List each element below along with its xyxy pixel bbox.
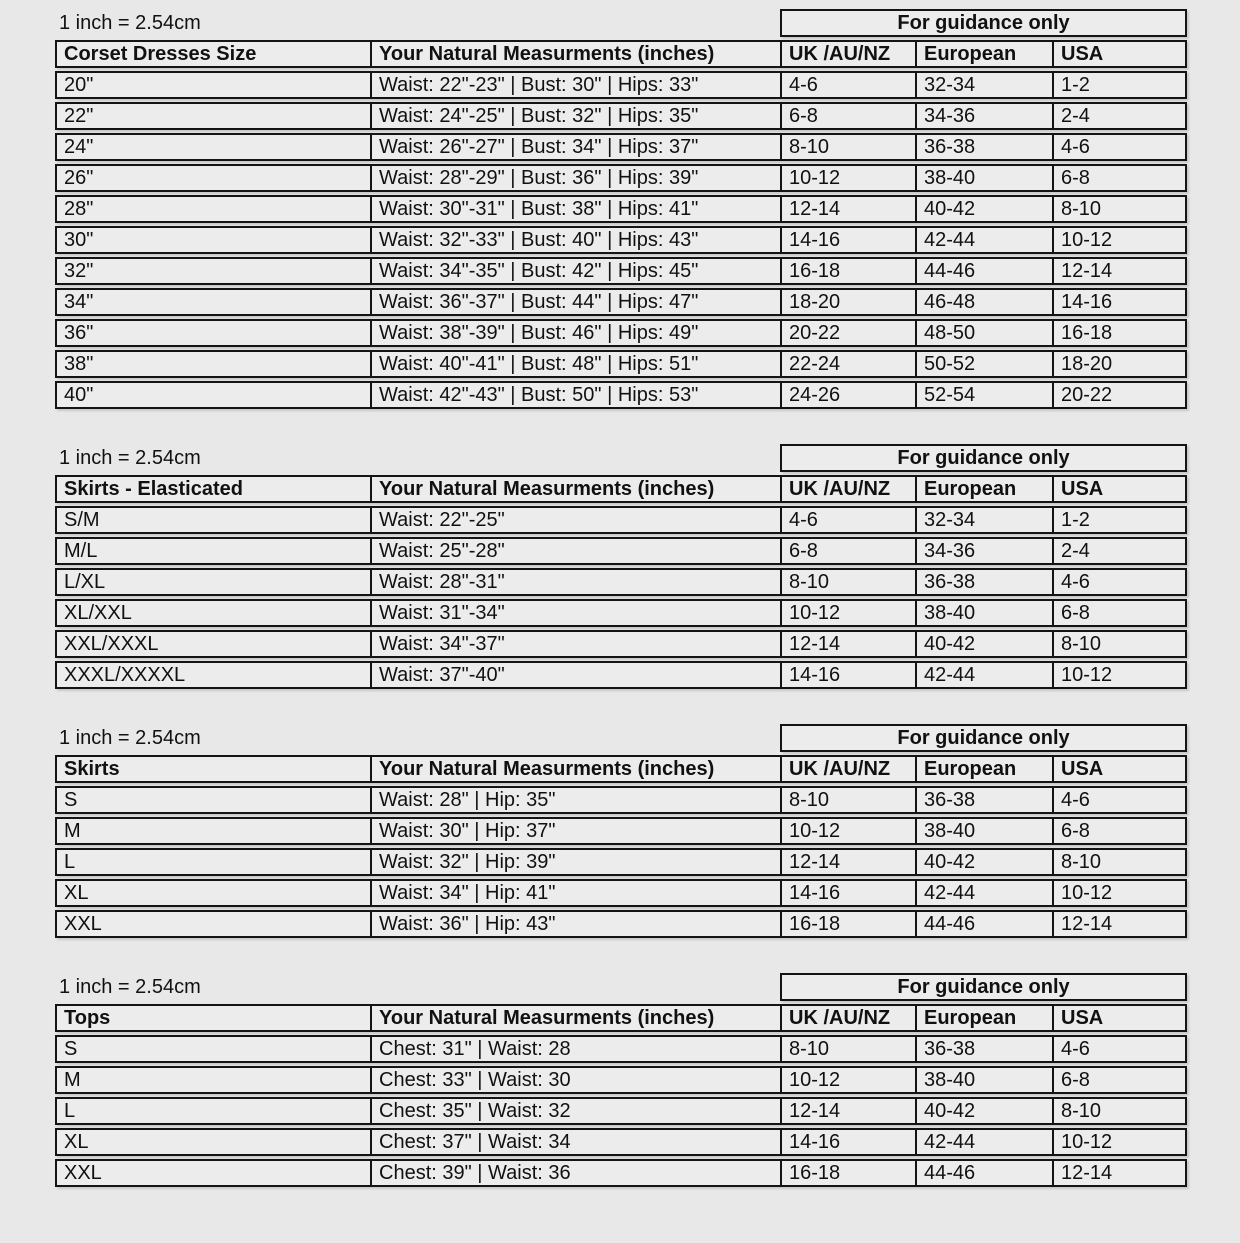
table-row	[55, 1066, 1187, 1094]
guidance-col-header: European	[915, 1004, 1052, 1032]
size-cell: S	[55, 1035, 370, 1063]
size-table	[55, 721, 1187, 941]
size-cell: L/XL	[55, 568, 370, 596]
measurements-cell: Waist: 36" | Hip: 43"	[370, 910, 780, 938]
size-cell: 38"	[55, 350, 370, 378]
guidance-col-header: UK /AU/NZ	[780, 40, 915, 68]
guidance-col-header: European	[915, 475, 1052, 503]
usa-size-cell: 18-20	[1052, 350, 1187, 378]
guidance-col-header: UK /AU/NZ	[780, 475, 915, 503]
uk-au-nz-size-cell: 24-26	[780, 381, 915, 409]
measurements-cell: Chest: 33" | Waist: 30	[370, 1066, 780, 1094]
uk-au-nz-size-cell: 4-6	[780, 71, 915, 99]
table-row	[55, 1035, 1187, 1063]
size-cell: 22"	[55, 102, 370, 130]
uk-au-nz-size-cell: 16-18	[780, 1159, 915, 1187]
uk-au-nz-size-cell: 14-16	[780, 226, 915, 254]
size-cell: L	[55, 1097, 370, 1125]
table-row	[55, 288, 1187, 316]
uk-au-nz-size-cell: 12-14	[780, 195, 915, 223]
usa-size-cell: 4-6	[1052, 1035, 1187, 1063]
measurements-cell: Waist: 36"-37" | Bust: 44" | Hips: 47"	[370, 288, 780, 316]
size-chart-section	[55, 441, 1240, 692]
european-size-cell: 40-42	[915, 630, 1052, 658]
size-cell: M	[55, 817, 370, 845]
size-cell: XXL	[55, 1159, 370, 1187]
uk-au-nz-size-cell: 20-22	[780, 319, 915, 347]
guidance-row	[55, 724, 1187, 752]
european-size-cell: 42-44	[915, 661, 1052, 689]
usa-size-cell: 10-12	[1052, 661, 1187, 689]
table-row	[55, 537, 1187, 565]
table-row	[55, 568, 1187, 596]
usa-size-cell: 2-4	[1052, 537, 1187, 565]
header-row	[55, 755, 1187, 783]
size-cell: 20"	[55, 71, 370, 99]
guidance-row	[55, 9, 1187, 37]
usa-size-cell: 8-10	[1052, 848, 1187, 876]
table-row	[55, 1159, 1187, 1187]
usa-size-cell: 4-6	[1052, 786, 1187, 814]
measurements-header-cell: Your Natural Measurments (inches)	[370, 40, 780, 68]
usa-size-cell: 4-6	[1052, 133, 1187, 161]
scale-note: 1 inch = 2.54cm	[59, 12, 201, 34]
category-header-cell: Tops	[55, 1004, 370, 1032]
usa-size-cell: 8-10	[1052, 1097, 1187, 1125]
measurements-cell: Waist: 28"-31"	[370, 568, 780, 596]
uk-au-nz-size-cell: 10-12	[780, 1066, 915, 1094]
guidance-only-header: For guidance only	[780, 724, 1187, 752]
usa-size-cell: 1-2	[1052, 71, 1187, 99]
european-size-cell: 32-34	[915, 71, 1052, 99]
size-cell: XL	[55, 1128, 370, 1156]
table-row	[55, 1128, 1187, 1156]
european-size-cell: 36-38	[915, 568, 1052, 596]
usa-size-cell: 4-6	[1052, 568, 1187, 596]
category-header-cell: Skirts	[55, 755, 370, 783]
usa-size-cell: 1-2	[1052, 506, 1187, 534]
guidance-only-header: For guidance only	[780, 9, 1187, 37]
size-chart-section	[55, 970, 1240, 1190]
guidance-col-header: European	[915, 755, 1052, 783]
category-header-cell: Skirts - Elasticated	[55, 475, 370, 503]
european-size-cell: 38-40	[915, 1066, 1052, 1094]
uk-au-nz-size-cell: 8-10	[780, 568, 915, 596]
size-cell: L	[55, 848, 370, 876]
measurements-cell: Waist: 28"-29" | Bust: 36" | Hips: 39"	[370, 164, 780, 192]
european-size-cell: 38-40	[915, 817, 1052, 845]
usa-size-cell: 8-10	[1052, 630, 1187, 658]
measurements-cell: Chest: 37" | Waist: 34	[370, 1128, 780, 1156]
table-row	[55, 661, 1187, 689]
measurements-cell: Chest: 35" | Waist: 32	[370, 1097, 780, 1125]
measurements-cell: Waist: 28" | Hip: 35"	[370, 786, 780, 814]
size-cell: XL/XXL	[55, 599, 370, 627]
size-cell: S/M	[55, 506, 370, 534]
table-row	[55, 786, 1187, 814]
table-row	[55, 1097, 1187, 1125]
european-size-cell: 36-38	[915, 133, 1052, 161]
table-row	[55, 381, 1187, 409]
size-chart-section	[55, 6, 1240, 412]
uk-au-nz-size-cell: 8-10	[780, 1035, 915, 1063]
guidance-col-header: UK /AU/NZ	[780, 755, 915, 783]
scale-note: 1 inch = 2.54cm	[59, 447, 201, 469]
header-row	[55, 1004, 1187, 1032]
european-size-cell: 38-40	[915, 164, 1052, 192]
usa-size-cell: 10-12	[1052, 1128, 1187, 1156]
measurements-cell: Waist: 30" | Hip: 37"	[370, 817, 780, 845]
uk-au-nz-size-cell: 10-12	[780, 599, 915, 627]
measurements-cell: Waist: 38"-39" | Bust: 46" | Hips: 49"	[370, 319, 780, 347]
guidance-only-header: For guidance only	[780, 444, 1187, 472]
uk-au-nz-size-cell: 4-6	[780, 506, 915, 534]
usa-size-cell: 14-16	[1052, 288, 1187, 316]
uk-au-nz-size-cell: 10-12	[780, 164, 915, 192]
measurements-cell: Chest: 31" | Waist: 28	[370, 1035, 780, 1063]
size-cell: XXL	[55, 910, 370, 938]
measurements-cell: Waist: 34" | Hip: 41"	[370, 879, 780, 907]
guidance-col-header: UK /AU/NZ	[780, 1004, 915, 1032]
measurements-cell: Waist: 34"-37"	[370, 630, 780, 658]
measurements-header-cell: Your Natural Measurments (inches)	[370, 1004, 780, 1032]
uk-au-nz-size-cell: 14-16	[780, 661, 915, 689]
size-cell: 32"	[55, 257, 370, 285]
uk-au-nz-size-cell: 12-14	[780, 1097, 915, 1125]
usa-size-cell: 6-8	[1052, 1066, 1187, 1094]
uk-au-nz-size-cell: 12-14	[780, 848, 915, 876]
guidance-col-header: European	[915, 40, 1052, 68]
uk-au-nz-size-cell: 22-24	[780, 350, 915, 378]
size-cell: 30"	[55, 226, 370, 254]
european-size-cell: 44-46	[915, 1159, 1052, 1187]
guidance-col-header: USA	[1052, 40, 1187, 68]
table-row	[55, 226, 1187, 254]
measurements-cell: Waist: 26"-27" | Bust: 34" | Hips: 37"	[370, 133, 780, 161]
european-size-cell: 42-44	[915, 1128, 1052, 1156]
header-row	[55, 40, 1187, 68]
table-row	[55, 630, 1187, 658]
size-table	[55, 6, 1187, 412]
measurements-cell: Waist: 31"-34"	[370, 599, 780, 627]
table-row	[55, 350, 1187, 378]
usa-size-cell: 12-14	[1052, 257, 1187, 285]
measurements-cell: Waist: 22"-23" | Bust: 30" | Hips: 33"	[370, 71, 780, 99]
size-cell: XXXL/XXXXL	[55, 661, 370, 689]
european-size-cell: 40-42	[915, 848, 1052, 876]
guidance-col-header: USA	[1052, 475, 1187, 503]
size-cell: M	[55, 1066, 370, 1094]
usa-size-cell: 6-8	[1052, 599, 1187, 627]
measurements-cell: Waist: 42"-43" | Bust: 50" | Hips: 53"	[370, 381, 780, 409]
measurements-cell: Waist: 22"-25"	[370, 506, 780, 534]
measurements-cell: Waist: 30"-31" | Bust: 38" | Hips: 41"	[370, 195, 780, 223]
usa-size-cell: 6-8	[1052, 817, 1187, 845]
guidance-row	[55, 444, 1187, 472]
measurements-header-cell: Your Natural Measurments (inches)	[370, 755, 780, 783]
header-row	[55, 475, 1187, 503]
size-cell: 28"	[55, 195, 370, 223]
table-row	[55, 164, 1187, 192]
size-table	[55, 970, 1187, 1190]
guidance-col-header: USA	[1052, 1004, 1187, 1032]
european-size-cell: 34-36	[915, 537, 1052, 565]
uk-au-nz-size-cell: 8-10	[780, 133, 915, 161]
usa-size-cell: 16-18	[1052, 319, 1187, 347]
european-size-cell: 34-36	[915, 102, 1052, 130]
size-cell: 34"	[55, 288, 370, 316]
measurements-cell: Waist: 24"-25" | Bust: 32" | Hips: 35"	[370, 102, 780, 130]
european-size-cell: 52-54	[915, 381, 1052, 409]
european-size-cell: 48-50	[915, 319, 1052, 347]
european-size-cell: 50-52	[915, 350, 1052, 378]
usa-size-cell: 12-14	[1052, 1159, 1187, 1187]
usa-size-cell: 12-14	[1052, 910, 1187, 938]
european-size-cell: 36-38	[915, 1035, 1052, 1063]
uk-au-nz-size-cell: 8-10	[780, 786, 915, 814]
european-size-cell: 40-42	[915, 1097, 1052, 1125]
size-cell: 26"	[55, 164, 370, 192]
category-header-cell: Corset Dresses Size	[55, 40, 370, 68]
measurements-cell: Waist: 34"-35" | Bust: 42" | Hips: 45"	[370, 257, 780, 285]
table-row	[55, 102, 1187, 130]
usa-size-cell: 10-12	[1052, 879, 1187, 907]
table-row	[55, 506, 1187, 534]
european-size-cell: 44-46	[915, 910, 1052, 938]
usa-size-cell: 20-22	[1052, 381, 1187, 409]
uk-au-nz-size-cell: 6-8	[780, 537, 915, 565]
guidance-row	[55, 973, 1187, 1001]
uk-au-nz-size-cell: 14-16	[780, 879, 915, 907]
uk-au-nz-size-cell: 12-14	[780, 630, 915, 658]
table-row	[55, 319, 1187, 347]
uk-au-nz-size-cell: 14-16	[780, 1128, 915, 1156]
table-row	[55, 848, 1187, 876]
measurements-cell: Waist: 37"-40"	[370, 661, 780, 689]
size-cell: 40"	[55, 381, 370, 409]
table-row	[55, 71, 1187, 99]
size-cell: 24"	[55, 133, 370, 161]
size-cell: XL	[55, 879, 370, 907]
table-row	[55, 257, 1187, 285]
usa-size-cell: 6-8	[1052, 164, 1187, 192]
usa-size-cell: 2-4	[1052, 102, 1187, 130]
table-row	[55, 599, 1187, 627]
measurements-header-cell: Your Natural Measurments (inches)	[370, 475, 780, 503]
european-size-cell: 32-34	[915, 506, 1052, 534]
uk-au-nz-size-cell: 16-18	[780, 910, 915, 938]
size-cell: 36"	[55, 319, 370, 347]
uk-au-nz-size-cell: 10-12	[780, 817, 915, 845]
size-cell: XXL/XXXL	[55, 630, 370, 658]
scale-note: 1 inch = 2.54cm	[59, 727, 201, 749]
uk-au-nz-size-cell: 16-18	[780, 257, 915, 285]
european-size-cell: 44-46	[915, 257, 1052, 285]
european-size-cell: 42-44	[915, 226, 1052, 254]
european-size-cell: 36-38	[915, 786, 1052, 814]
table-row	[55, 910, 1187, 938]
european-size-cell: 40-42	[915, 195, 1052, 223]
measurements-cell: Waist: 32" | Hip: 39"	[370, 848, 780, 876]
table-row	[55, 879, 1187, 907]
measurements-cell: Waist: 40"-41" | Bust: 48" | Hips: 51"	[370, 350, 780, 378]
european-size-cell: 38-40	[915, 599, 1052, 627]
size-cell: S	[55, 786, 370, 814]
size-chart-section	[55, 721, 1240, 941]
usa-size-cell: 8-10	[1052, 195, 1187, 223]
table-row	[55, 133, 1187, 161]
table-row	[55, 195, 1187, 223]
scale-note: 1 inch = 2.54cm	[59, 976, 201, 998]
measurements-cell: Waist: 32"-33" | Bust: 40" | Hips: 43"	[370, 226, 780, 254]
table-row	[55, 817, 1187, 845]
european-size-cell: 42-44	[915, 879, 1052, 907]
measurements-cell: Waist: 25"-28"	[370, 537, 780, 565]
size-table	[55, 441, 1187, 692]
guidance-col-header: USA	[1052, 755, 1187, 783]
uk-au-nz-size-cell: 18-20	[780, 288, 915, 316]
european-size-cell: 46-48	[915, 288, 1052, 316]
uk-au-nz-size-cell: 6-8	[780, 102, 915, 130]
guidance-only-header: For guidance only	[780, 973, 1187, 1001]
measurements-cell: Chest: 39" | Waist: 36	[370, 1159, 780, 1187]
usa-size-cell: 10-12	[1052, 226, 1187, 254]
size-cell: M/L	[55, 537, 370, 565]
